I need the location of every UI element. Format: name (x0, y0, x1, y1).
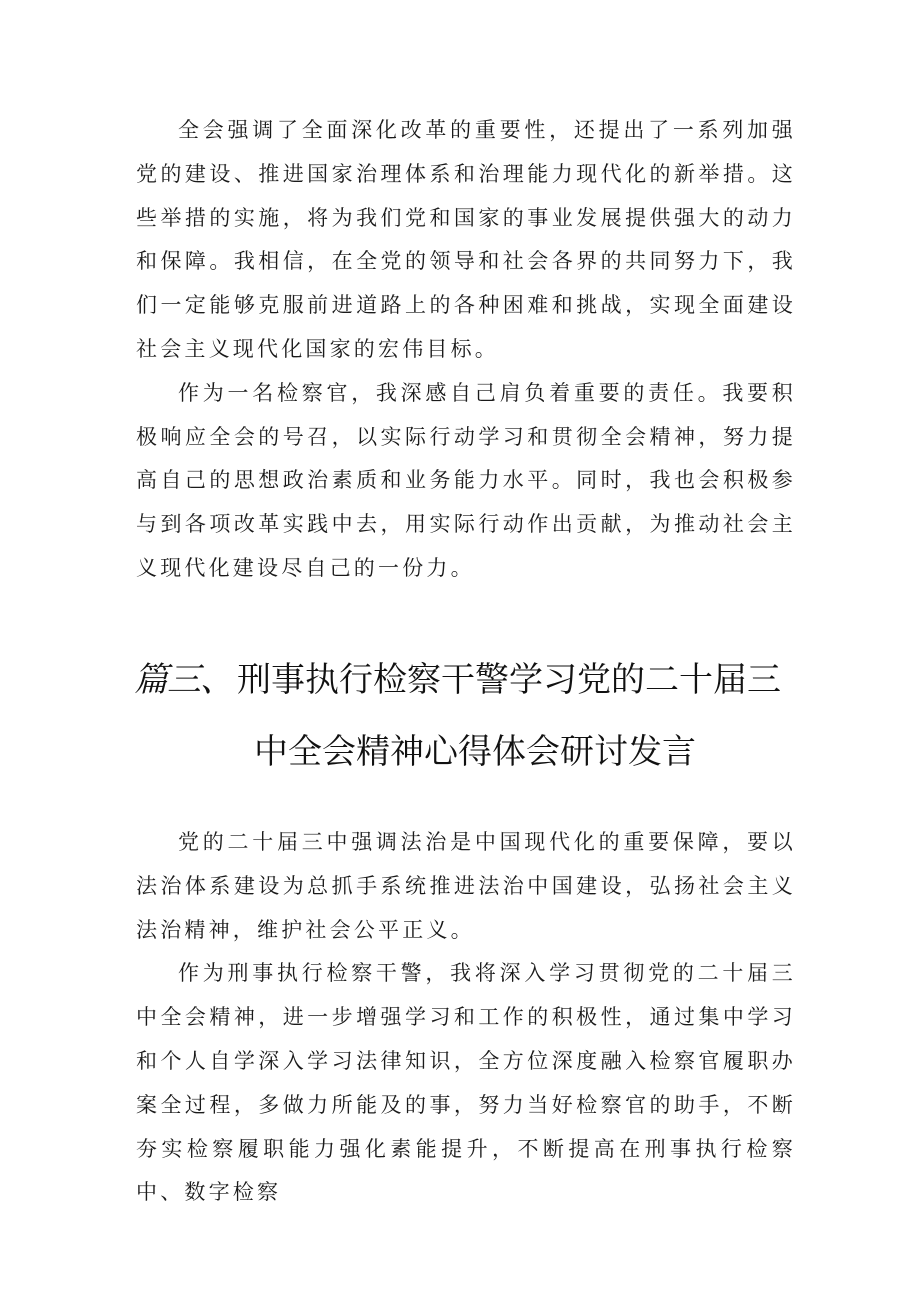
paragraph: 党的二十届三中强调法治是中国现代化的重要保障，要以法治体系建设为总抓手系统推进法治中国建设，弘扬社会主义法治精神，维护社会公平正义。 (136, 830, 796, 942)
paragraph: 作为一名检察官，我深感自己肩负着重要的责任。我要积极响应全会的号召，以实际行动学习和贯彻全会精神，努力提高自己的思想政治素质和业务能力水平。同时，我也会积极参与到各项改革实践中去，用实际行动作出贡献，为推动社会主义现代化建设尽自己的一份力。 (136, 380, 796, 580)
paragraph: 作为刑事执行检察干警，我将深入学习贯彻党的二十届三中全会精神，进一步增强学习和工作的积极性，通过集中学习和个人自学深入学习法律知识，全方位深度融入检察官履职办案全过程，多做力所能及的事，努力当好检察官的助手，不断夯实检察履职能力强化素能提升，不断提高在刑事执行检察中、数字检察 (136, 961, 796, 1205)
intro-text-block (136, 109, 796, 591)
section-heading-prefix: 篇三、 (134, 660, 233, 700)
section-heading-line-2: 中全会精神心得体会研讨发言 (254, 732, 696, 772)
paragraph: 全会强调了全面深化改革的重要性，还提出了一系列加强党的建设、推进国家治理体系和治理能力现代化的新举措。这些举措的实施，将为我们党和国家的事业发展提供强大的动力和保障。我相信，在全党的领导和社会各界的共同努力下，我们一定能够克服前进道路上的各种困难和挑战，实现全面建设社会主义现代化国家的宏伟目标。 (136, 118, 796, 361)
section-heading-line-1 (134, 652, 920, 701)
section-heading-title: 刑事执行检察干警学习党的二十届三 (237, 660, 781, 700)
section-text-block (136, 821, 796, 1215)
